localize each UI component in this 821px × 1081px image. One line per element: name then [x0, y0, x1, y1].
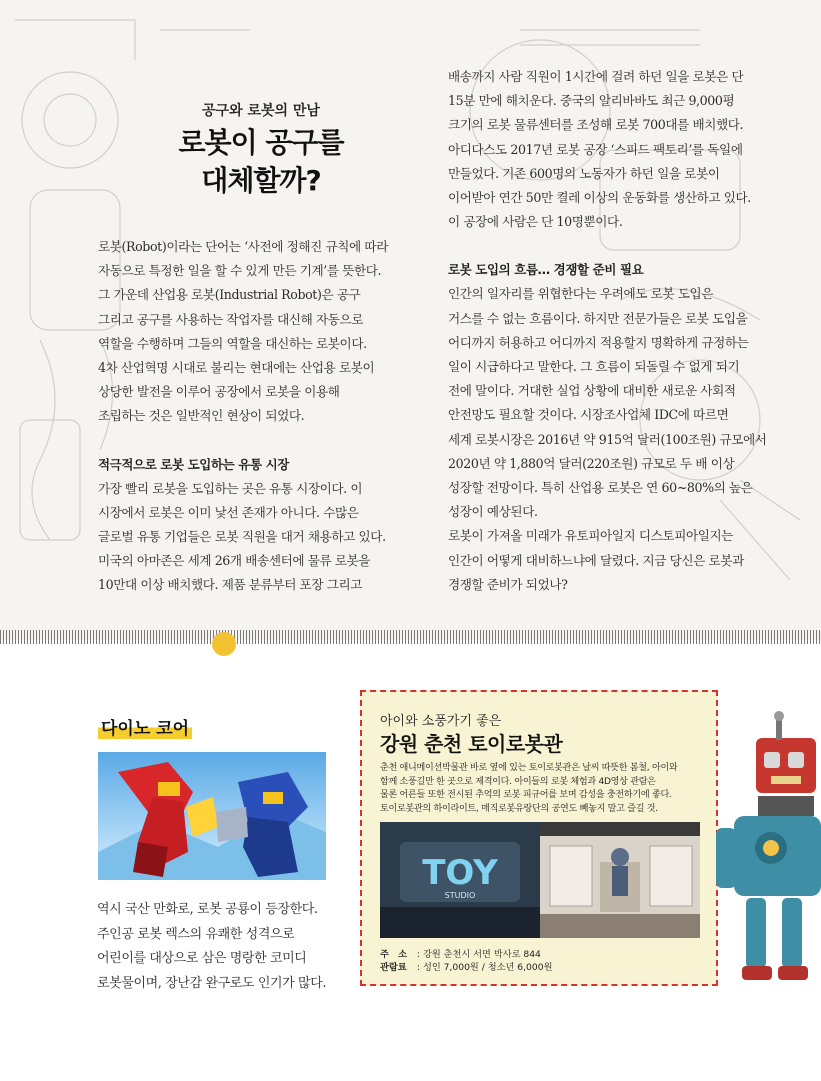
museum-photo [380, 822, 700, 938]
text-line: 로봇물이며, 장난감 완구로도 인기가 많다. [97, 975, 327, 991]
text-line: 전에 말이다. 거대한 실업 상황에 대비한 새로운 사회적 [448, 383, 736, 399]
dino-description [97, 898, 347, 996]
text-line: 안전망도 필요할 것이다. 시장조사업체 IDC에 따르면 [448, 407, 729, 423]
museum-details [380, 948, 552, 974]
text-line: 인간이 어떻게 대비하느냐에 달렸다. 지금 당신은 로봇과 [448, 552, 744, 568]
address-value: 강원 춘천시 서면 박사로 844 [422, 949, 541, 960]
text-line: 함께 소풍길만 한 곳으로 제격이다. 아이들의 로봇 체험과 4D영상 관람은 [380, 776, 656, 787]
title-line: 대체할까? [201, 164, 321, 197]
text-line: 만들었다. 기존 600명의 노동자가 하던 일을 로봇이 [448, 165, 720, 181]
text-line: 자동으로 특정한 일을 할 수 있게 만든 기계’를 뜻한다. [98, 263, 382, 279]
museum-title: 강원 춘천 토이로봇관 [380, 732, 563, 756]
text-line: 거스를 수 없는 흐름이다. 하지만 전문가들은 로봇 도입을 [448, 310, 748, 326]
text-line: 아디다스도 2017년 로봇 공장 ‘스피드 팩토리’를 독일에 [448, 141, 743, 157]
text-line: 춘천 애니메이션박물관 바로 옆에 있는 토이로봇관은 날씨 따뜻한 봄철, 아이와 [380, 763, 678, 773]
text-line: 15분 만에 해치운다. 중국의 알리바바도 최근 9,000평 [448, 93, 735, 109]
text-line: 조립하는 것은 일반적인 현상이 되었다. [98, 408, 305, 424]
section-heading: 로봇 도입의 흐름… 경쟁할 준비 필요 [448, 262, 644, 278]
article-subtitle: 공구와 로봇의 만남 [202, 103, 320, 119]
text-line: 크기의 로봇 물류센터를 조성해 로봇 700대를 배치했다. [448, 117, 744, 133]
text-line: 세계 로봇시장은 2016년 약 915억 달러(100조원) 규모에서 [448, 431, 767, 447]
text-line: 글로벌 유통 기업들은 로봇 직원을 대거 채용하고 있다. [98, 529, 386, 545]
divider-dot [212, 632, 236, 656]
dino-title: 다이노 코어 [98, 714, 192, 739]
fee-label: 관람료 [380, 962, 407, 973]
fee-row: 관람료 : 성인 7,000원 / 청소년 6,000원 [380, 962, 553, 973]
text-line: 역할을 수행하며 그들의 역할을 대신하는 로봇이다. [98, 335, 367, 351]
museum-subtitle: 아이와 소풍가기 좋은 [380, 714, 502, 729]
text-line: 10만대 이상 배치했다. 제품 분류부터 포장 그리고 [98, 577, 362, 593]
text-line: 시장에서 로봇은 이미 낯선 존재가 아니다. 수많은 [98, 504, 359, 520]
studio-sign: STUDIO [444, 891, 476, 900]
dino-core-illustration [98, 752, 326, 880]
text-line: 주인공 로봇 렉스의 유쾌한 성격으로 [97, 926, 295, 942]
right-column [448, 65, 798, 597]
section-divider [0, 630, 821, 644]
text-line: 토이로봇관의 하이라이트, 매직로봇유랑단의 공연도 빼놓지 말고 즐길 것. [380, 803, 658, 814]
address-label: 주 소 [380, 949, 407, 960]
text-line: 상당한 발전을 이루어 공장에서 로봇을 이용해 [98, 384, 340, 400]
text-line: 로봇이 가져올 미래가 유토피아일지 디스토피아일지는 [448, 528, 734, 544]
text-line: 경쟁할 준비가 되었나? [448, 576, 568, 592]
dino-core-image [98, 752, 326, 880]
text-line: 일이 시급하다고 말한다. 그 흐름이 되돌릴 수 없게 되기 [448, 359, 740, 375]
section-heading: 적극적으로 로봇 도입하는 유통 시장 [98, 456, 289, 472]
text-line: 어디까지 허용하고 어디까지 적용할지 명확하게 규정하는 [448, 334, 749, 350]
text-line: 역시 국산 만화로, 로봇 공룡이 등장한다. [97, 902, 318, 917]
text-line: 인간의 일자리를 위협한다는 우려에도 로봇 도입은 [448, 286, 714, 302]
text-line: 2020년 약 1,880억 달러(220조원) 규모로 두 배 이상 [448, 455, 735, 471]
text-line: 성장이 예상된다. [448, 504, 538, 520]
toy-sign: TOY [422, 853, 498, 893]
article-title [150, 124, 372, 200]
address-row: 주 소 : 강원 춘천시 서면 박사로 844 [380, 949, 541, 960]
text-line: 로봇(Robot)이라는 단어는 ‘사전에 정해진 규칙에 따라 [98, 239, 388, 254]
tin-robot-illustration [716, 708, 821, 998]
fee-value: 성인 7,000원 / 청소년 6,000원 [422, 962, 553, 973]
text-line: 그리고 공구를 사용하는 작업자를 대신해 자동으로 [98, 311, 364, 327]
toy-robot-image [716, 708, 821, 998]
museum-description [380, 762, 702, 816]
text-line: 가장 빨리 로봇을 도입하는 곳은 유통 시장이다. 이 [98, 480, 363, 496]
text-line: 배송까지 사람 직원이 1시간에 걸려 하던 일을 로봇은 단 [448, 69, 744, 84]
left-column [98, 235, 428, 598]
text-line: 물론 어른들 또한 전시된 추억의 로봇 피규어를 보며 감성을 충전하기에 좋다. [380, 790, 672, 801]
museum-interior-illustration [380, 822, 700, 938]
text-line: 4차 산업혁명 시대로 불리는 현대에는 산업용 로봇이 [98, 360, 375, 376]
title-line: 로봇이 공구를 [178, 126, 344, 159]
text-line: 어린이를 대상으로 삼은 명랑한 코미디 [97, 951, 307, 966]
text-line: 그 가운데 산업용 로봇(Industrial Robot)은 공구 [98, 287, 361, 303]
text-line: 미국의 아마존은 세계 26개 배송센터에 물류 로봇을 [98, 553, 371, 569]
text-line: 성장할 전망이다. 특히 산업용 로봇은 연 60~80%의 높은 [448, 480, 753, 496]
text-line: 이 공장에 사람은 단 10명뿐이다. [448, 214, 623, 230]
museum-info-box [360, 690, 718, 986]
text-line: 이어받아 연간 50만 켤레 이상의 운동화를 생산하고 있다. [448, 190, 751, 206]
